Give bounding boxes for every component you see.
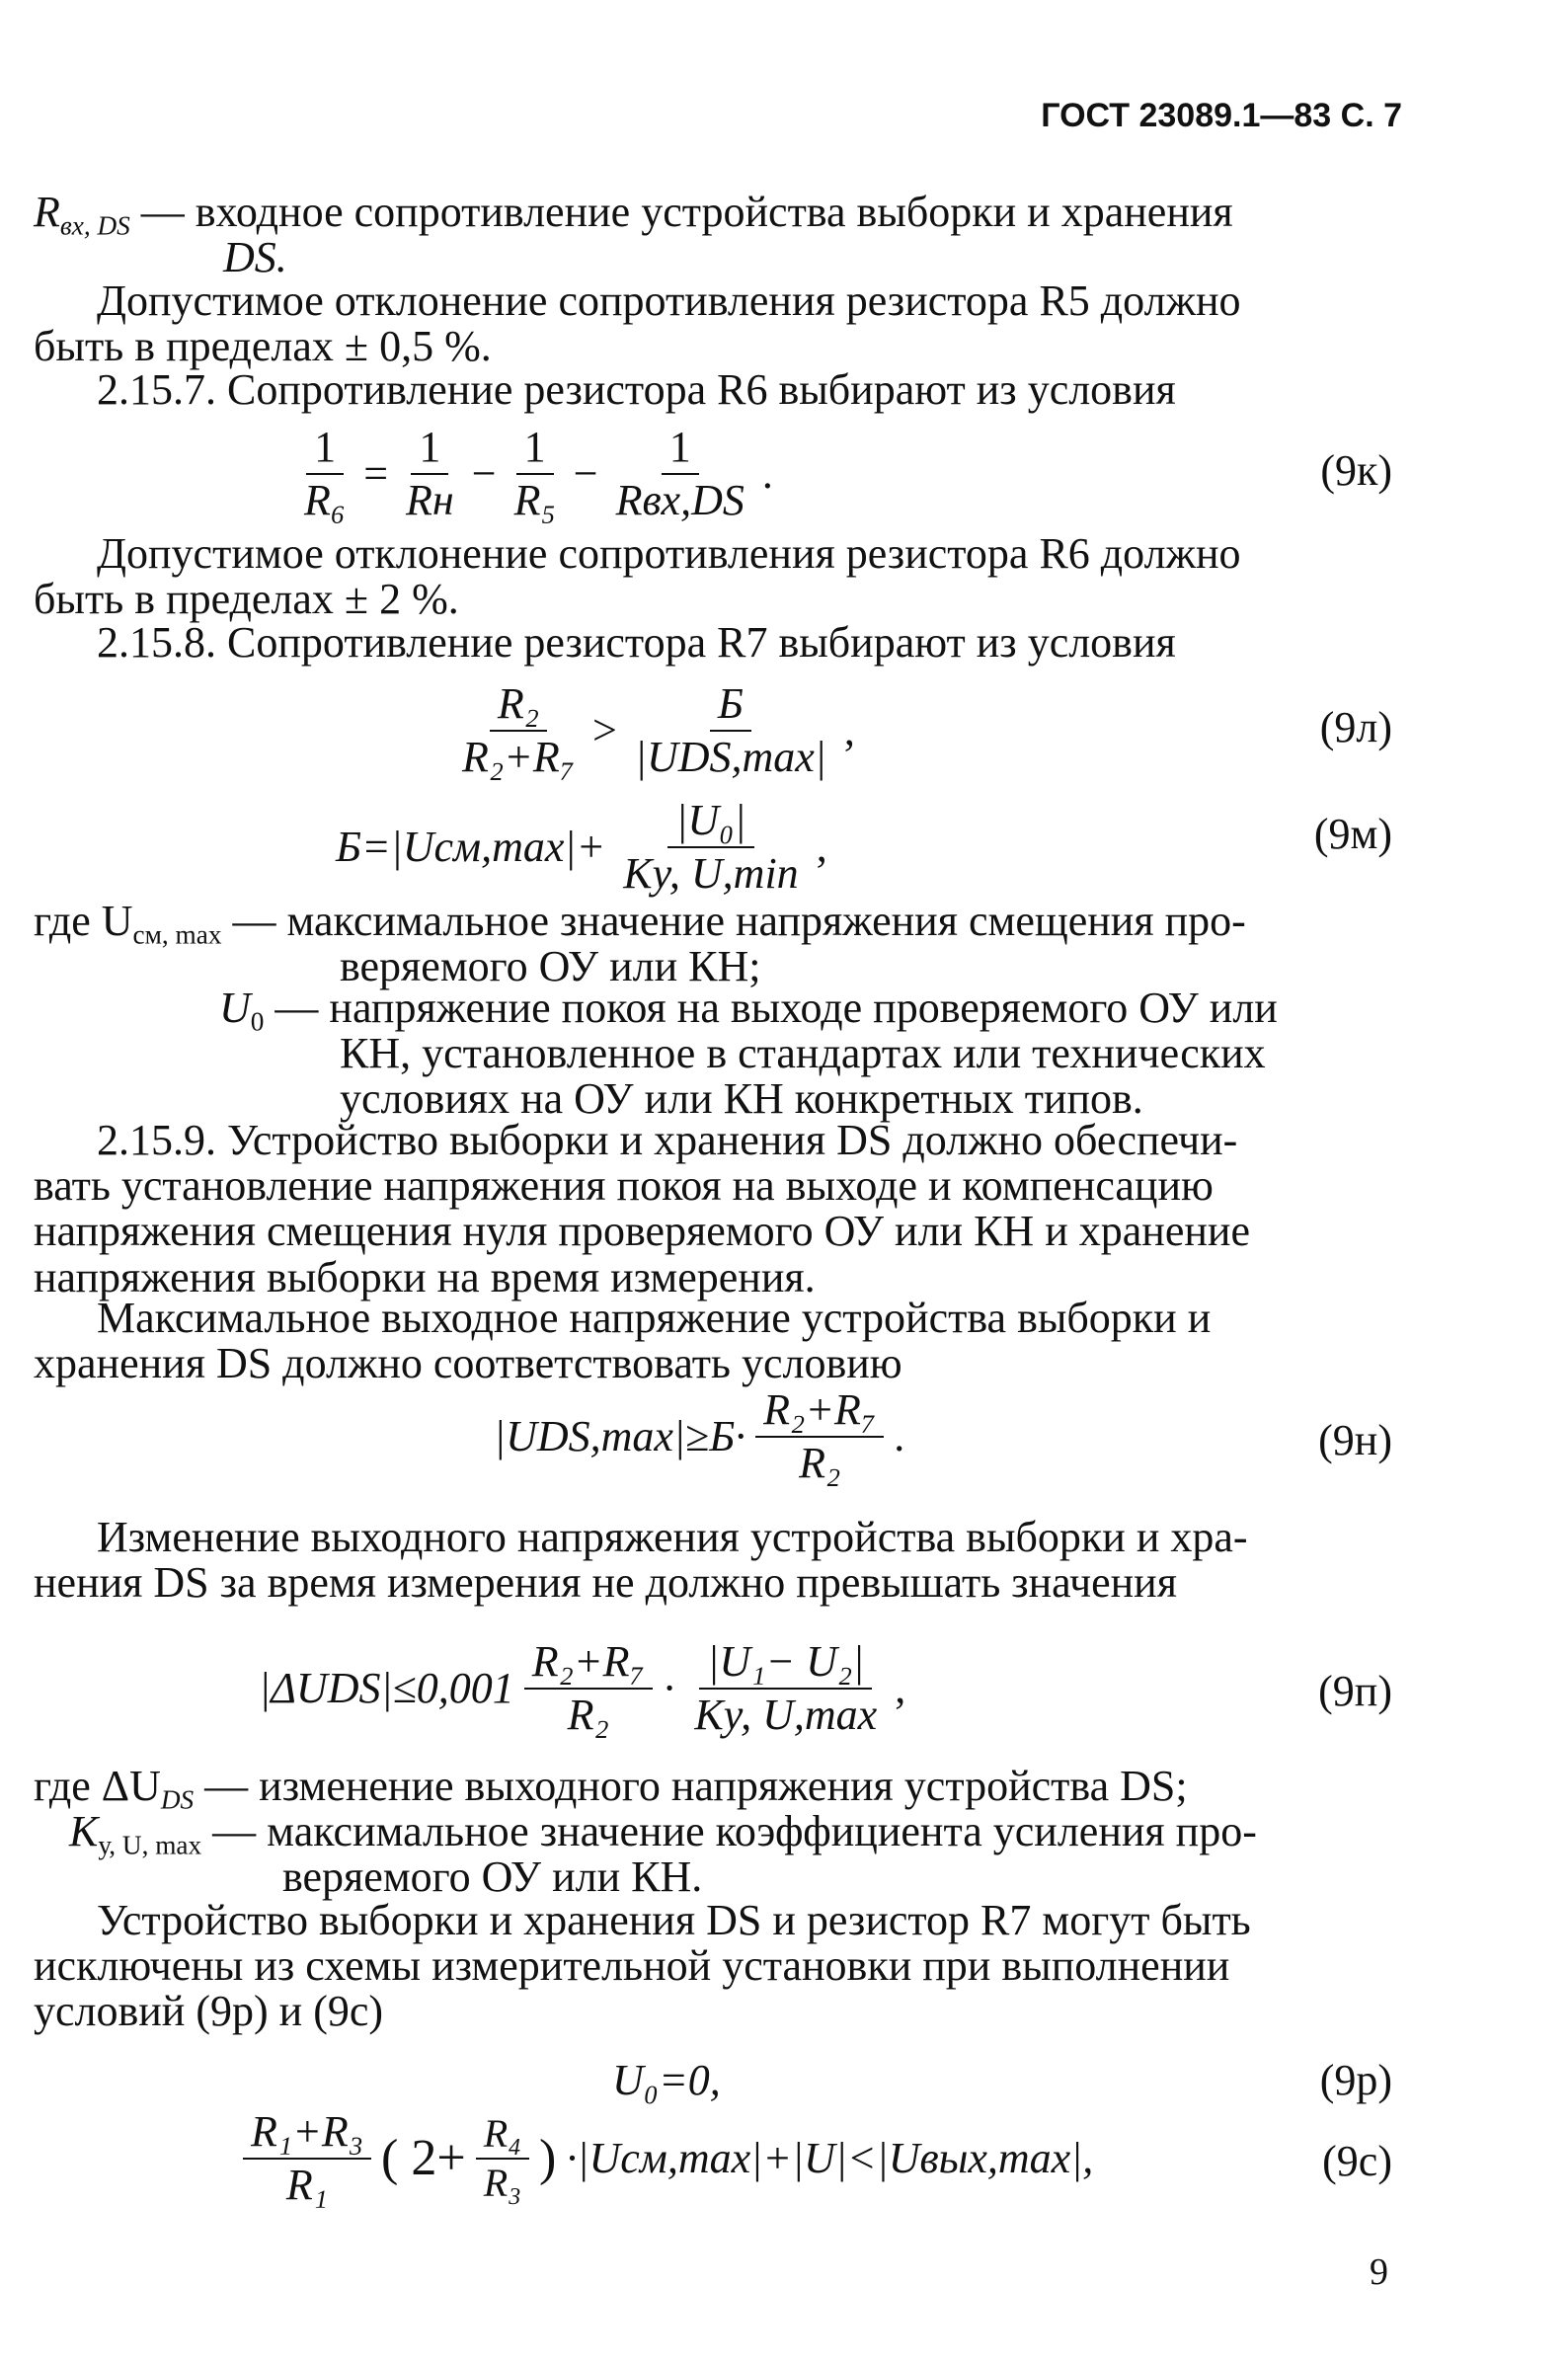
standard-number: ГОСТ 23089.1—83 xyxy=(1041,97,1332,134)
section-2-15-7: 2.15.7. Сопротивление резистора R6 выбирают из условия xyxy=(97,365,1176,414)
where-ucm: где $U_{см, max}$ — максимальное значение напряжения смещения про- веряемого ОУ или КН; xyxy=(34,897,1246,991)
equation-9l: $\frac{\text{R₂}}{\text{R₂+R₇}}$ > $\frac{Б}{\text{|UDS,max|}}$ , xyxy=(462,679,855,782)
paragraph-exclusion: Устройство выборки и хранения DS и резистор R7 могут быть исключены из схемы измерительной установки при выполнении условий (9р) и (9с) xyxy=(34,1896,1251,2036)
equation-9p: |ΔUDS|≤0,001 $\frac{\text{R₂+R₇}}{\text{R₂}}$ · $\frac{\text{|U₁− U₂|}}{Kу, U,\max}$ , xyxy=(259,1637,906,1740)
page-header xyxy=(1041,99,1402,134)
equation-number-9m: (9м) xyxy=(1313,810,1392,858)
paragraph-output-change: Изменение выходного напряжения устройства выборки и хра- нения DS за время измерения не должно превышать значения xyxy=(34,1513,1248,1608)
equation-9s: $\frac{\text{R₁+R₃}}{\text{R₁}}$ ( 2+ $\frac{\text{R₄}}{\text{R₃}}$ ) ·|Uсм,max|+|U|<|Uвых,max|, xyxy=(233,2109,1093,2208)
page-label: С. 7 xyxy=(1340,97,1402,134)
equation-number-9n: (9н) xyxy=(1318,1416,1392,1464)
page-number: 9 xyxy=(1370,2251,1388,2293)
equation-number-9r: (9р) xyxy=(1319,2056,1392,2104)
where-kyumax: $K_{у, U, max}$ — максимальное значение коэффициента усиления про- веряемого ОУ или КН. xyxy=(69,1807,1257,1902)
equation-9m: Б=|Uсм,max|+ $\frac{\text{|U₀|}}{Kу, U,\min}$ , xyxy=(336,796,827,899)
section-2-15-9: 2.15.9. Устройство выборки и хранения DS должно обеспечи- вать установление напряжения покоя на выходе и компенсацию напряжения смещения нуля проверяемого ОУ или КН и хранение напряжения выборки на время измерения. xyxy=(34,1116,1250,1301)
paragraph-r5-tolerance: Допустимое отклонение сопротивления резистора R5 должно быть в пределах ± 0,5 %. xyxy=(34,276,1241,371)
where-delta-uds: где $\Delta U_{DS}$ — изменение выходного напряжения устройства DS; xyxy=(34,1762,1188,1815)
equation-9k: $\frac{1}{\text{R₆}}$ = $\frac{1}{Rн}$ − $\frac{1}{\text{R₅}}$ − $\frac{1}{\text{Rвх,DS}}$ . xyxy=(304,423,773,525)
section-2-15-8: 2.15.8. Сопротивление резистора R7 выбирают из условия xyxy=(97,618,1176,667)
equation-number-9k: (9к) xyxy=(1320,446,1392,495)
paragraph-r6-tolerance: Допустимое отклонение сопротивления резистора R6 должно быть в пределах ± 2 %. xyxy=(34,529,1241,624)
definition-rvx: $R_{вх, DS}$ — входное сопротивление устройства выборки и хранения DS. xyxy=(34,188,1233,282)
equation-9n: |UDS,max|≥Б· $\frac{\text{R₂+R₇}}{\text{R₂}}$ . xyxy=(494,1385,905,1488)
where-u0: $U_0$ — напряжение покоя на выходе проверяемого ОУ или КН, установленное в стандартах или технических условиях на ОУ или КН конкретных типов. xyxy=(219,984,1278,1124)
paragraph-max-output: Максимальное выходное напряжение устройства выборки и хранения DS должно соответствовать условию xyxy=(34,1294,1212,1388)
equation-number-9s: (9с) xyxy=(1322,2137,1392,2185)
equation-9r: U₀=0, xyxy=(612,2056,721,2104)
equation-number-9l: (9л) xyxy=(1319,703,1392,751)
equation-number-9p: (9п) xyxy=(1318,1667,1392,1715)
